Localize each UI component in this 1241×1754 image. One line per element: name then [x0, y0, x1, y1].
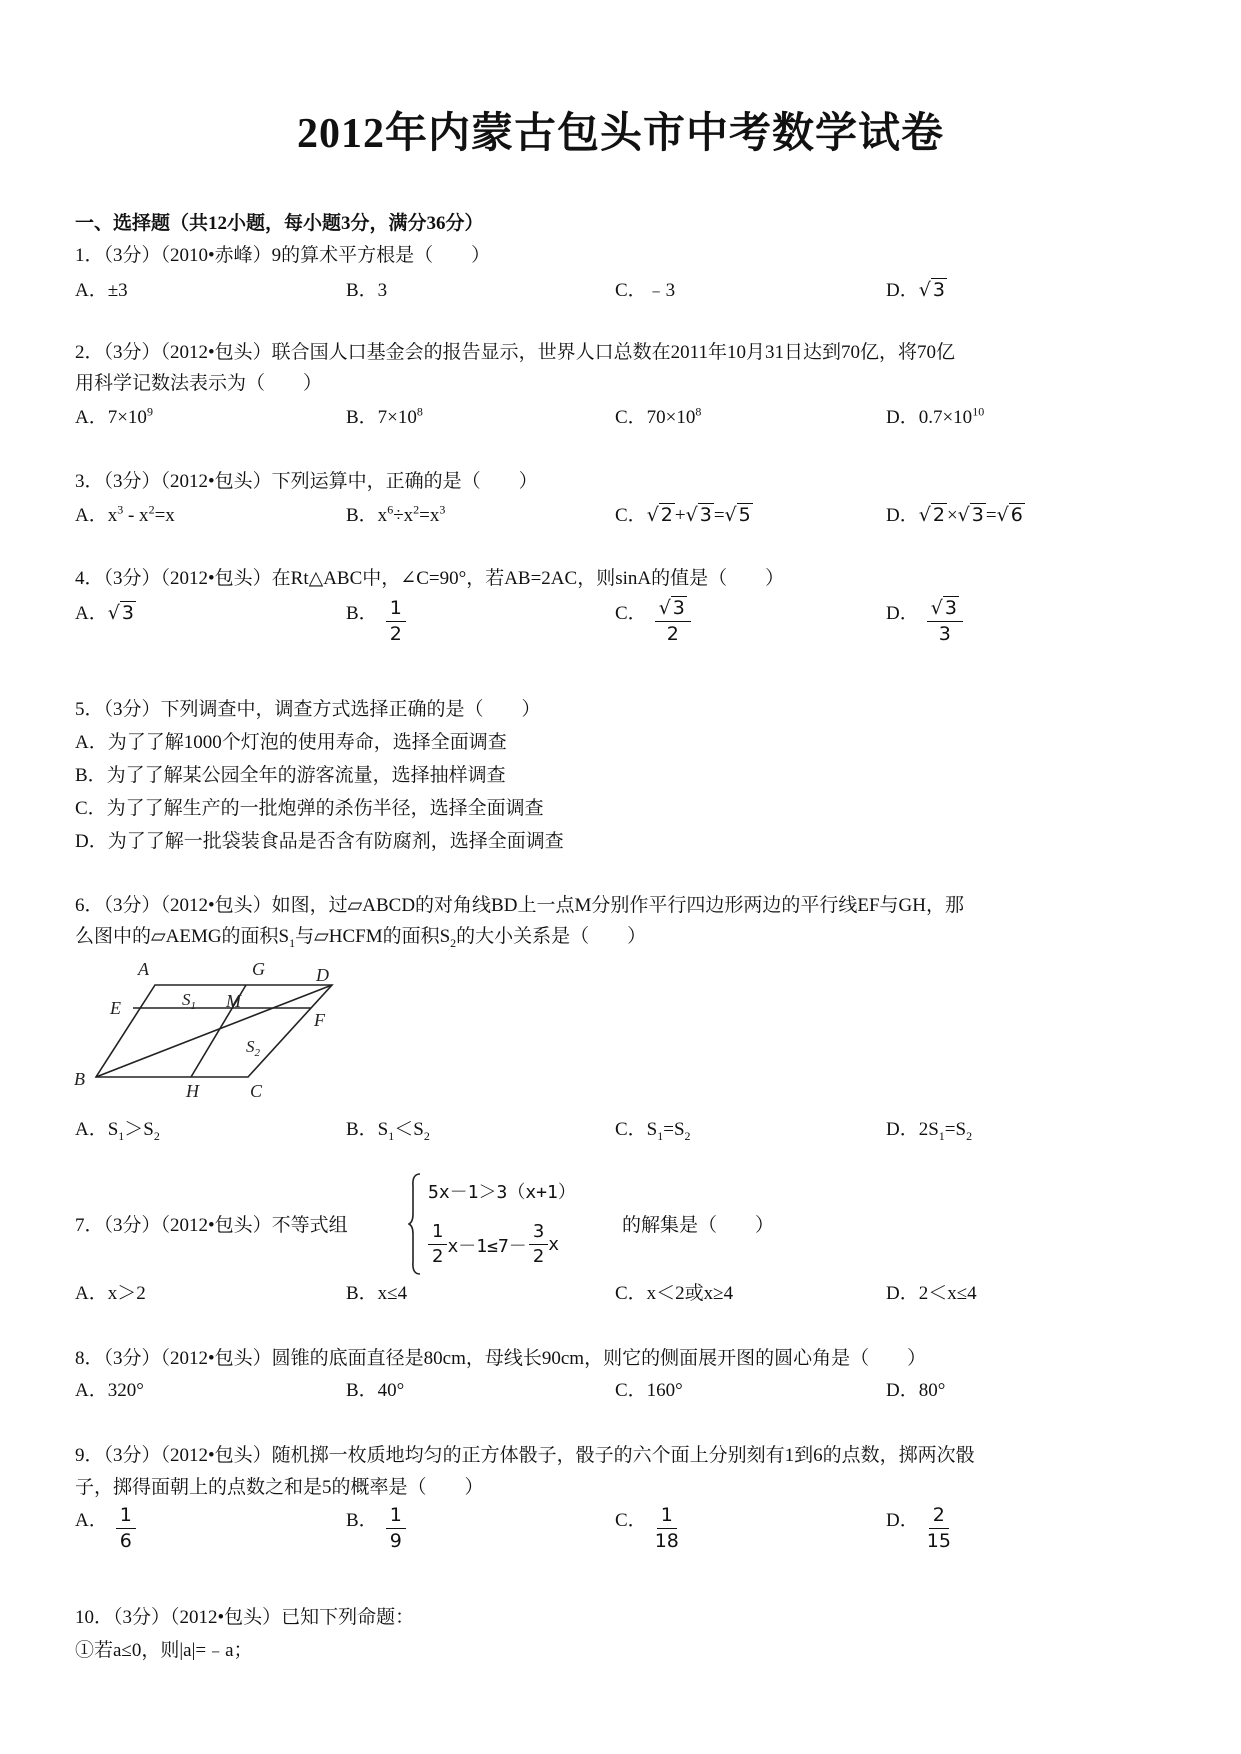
- q6-option-a: A．$S_1>S_2$: [75, 1119, 160, 1143]
- q9-option-b: B． $\frac{1}{9}$: [346, 1505, 406, 1553]
- q2-option-b: B．$7\times 10^8$: [346, 404, 423, 428]
- q5-option-b: B．为了了解某公园全年的游客流量，选择抽样调查: [75, 765, 506, 786]
- question-4-stem: 4．（3分）（2012•包头）在Rt△ABC中，∠C=90°，若AB=2AC，则sinA的值是（ ）: [75, 568, 785, 589]
- question-5-stem: 5．（3分）下列调查中，调查方式选择正确的是（ ）: [75, 699, 541, 720]
- question-9-stem-line-2: 子，掷得面朝上的点数之和是5的概率是（ ）: [75, 1477, 484, 1498]
- label-d: D: [316, 965, 329, 985]
- q1-option-c: C．﹣3: [615, 280, 676, 301]
- q6-option-d: D．$2S_1=S_2$: [886, 1119, 973, 1143]
- q7-option-d: D．2＜x≤4: [886, 1283, 977, 1304]
- q8-option-d: D．80°: [886, 1380, 946, 1401]
- q8-option-b: B．40°: [346, 1380, 405, 1401]
- diagonal-bd: [96, 985, 332, 1077]
- q1-option-d: D．√ 3: [886, 279, 945, 301]
- question-9-stem-line-1: 9．（3分）（2012•包头）随机掷一枚质地均匀的正方体骰子，骰子的六个面上分别刻有1到6的点数，掷两次骰: [75, 1445, 975, 1466]
- q9-option-d: D． $\frac{2}{15}$: [886, 1504, 951, 1552]
- label-e: E: [110, 998, 121, 1018]
- label-g: G: [252, 959, 265, 979]
- q2-option-d: D．$0.7\times 10^{10}$: [886, 404, 985, 428]
- q5-option-d: D．为了了解一批袋装食品是否含有防腐剂，选择全面调查: [75, 831, 564, 852]
- q3-option-c: C．√ 2 +√ 3 =√ 5: [615, 504, 751, 526]
- q2-option-c: C．$70\times 10^8$: [615, 404, 702, 428]
- q3-option-d: D．√ 2 ×√ 3 =√ 6: [886, 504, 1023, 526]
- q4-option-d: D． $\frac{√ 3}{3}$: [886, 598, 963, 646]
- q6-option-c: C．$S_1=S_2$: [615, 1119, 691, 1143]
- inequality-1: 5x－1＞3（x+1）: [428, 1182, 576, 1203]
- inequality-system: [408, 1172, 608, 1278]
- label-s1: $S_1$: [182, 990, 196, 1012]
- q2-option-a: A．$7\times 10^9$: [75, 404, 153, 428]
- q5-option-a: A．为了了解1000个灯泡的使用寿命，选择全面调查: [75, 732, 507, 753]
- label-c: C: [250, 1081, 263, 1101]
- question-1-stem: 1．（3分）（2010•赤峰）9的算术平方根是（ ）: [75, 245, 491, 266]
- label-f: F: [314, 1010, 325, 1030]
- q5-option-c: C．为了了解生产的一批炮弹的杀伤半径，选择全面调查: [75, 798, 544, 819]
- label-a: A: [138, 959, 149, 979]
- q6-option-b: B．$S_1<S_2$: [346, 1119, 430, 1143]
- q4-option-c: C． $\frac{√ 3}{2}$: [615, 598, 691, 646]
- q3-option-a: A．$x^3 - x^2=x$: [75, 502, 175, 526]
- question-2-stem-line-2: 用科学记数法表示为（ ）: [75, 373, 323, 394]
- question-6-stem-line-2: 么图中的▱AEMG的面积$S_1$与▱HCFM的面积$S_2$的大小关系是（ ）: [75, 926, 647, 950]
- q7-option-a: A．x＞2: [75, 1283, 146, 1304]
- question-10-stem: 10．（3分）（2012•包头）已知下列命题：: [75, 1607, 415, 1628]
- q4-option-a: A．√ 3: [75, 602, 134, 624]
- q8-option-a: A．320°: [75, 1380, 144, 1401]
- question-6-stem-line-1: 6．（3分）（2012•包头）如图，过▱ABCD的对角线BD上一点M分别作平行四边形两边的平行线EF与GH，那: [75, 895, 964, 916]
- section-heading: 一、选择题（共12小题，每小题3分，满分36分）: [75, 213, 484, 234]
- q7-option-c: C．x＜2或x≥4: [615, 1283, 734, 1304]
- inequality-2: $\frac{1}{2}$ x－1≤7－ $\frac{3}{2}$ x: [428, 1222, 559, 1267]
- label-s2: $S_2$: [246, 1037, 260, 1059]
- parallelogram-figure: [70, 955, 350, 1105]
- q1-option-a: A．±3: [75, 280, 128, 301]
- label-m: M: [226, 991, 241, 1011]
- question-8-stem: 8．（3分）（2012•包头）圆锥的底面直径是80cm，母线长90cm，则它的侧面展开图的圆心角是（ ）: [75, 1348, 927, 1369]
- q7-option-b: B．x≤4: [346, 1283, 408, 1304]
- q9-option-a: A． $\frac{1}{6}$: [75, 1505, 136, 1553]
- label-b: B: [74, 1069, 85, 1089]
- question-7-stem: 7．（3分）（2012•包头）不等式组: [75, 1215, 348, 1236]
- label-h: H: [186, 1081, 199, 1101]
- brace-icon: [408, 1172, 422, 1276]
- q1-option-b: B．3: [346, 280, 388, 301]
- question-2-stem-line-1: 2．（3分）（2012•包头）联合国人口基金会的报告显示，世界人口总数在2011年10月31日达到70亿，将70亿: [75, 342, 955, 363]
- q10-proposition-1: ①若a≤0，则|a|=﹣a；: [75, 1640, 253, 1661]
- q4-option-b: B． $\frac{1}{2}$: [346, 598, 406, 646]
- q9-option-c: C． $\frac{1}{18}$: [615, 1504, 679, 1552]
- q8-option-c: C．160°: [615, 1380, 683, 1401]
- question-3-stem: 3．（3分）（2012•包头）下列运算中，正确的是（ ）: [75, 471, 538, 492]
- page-title: 2012年内蒙古包头市中考数学试卷: [296, 111, 944, 157]
- question-7-stem-tail: 的解集是（ ）: [622, 1215, 775, 1236]
- q3-option-b: B．$x^6\div x^2=x^3$: [346, 502, 446, 526]
